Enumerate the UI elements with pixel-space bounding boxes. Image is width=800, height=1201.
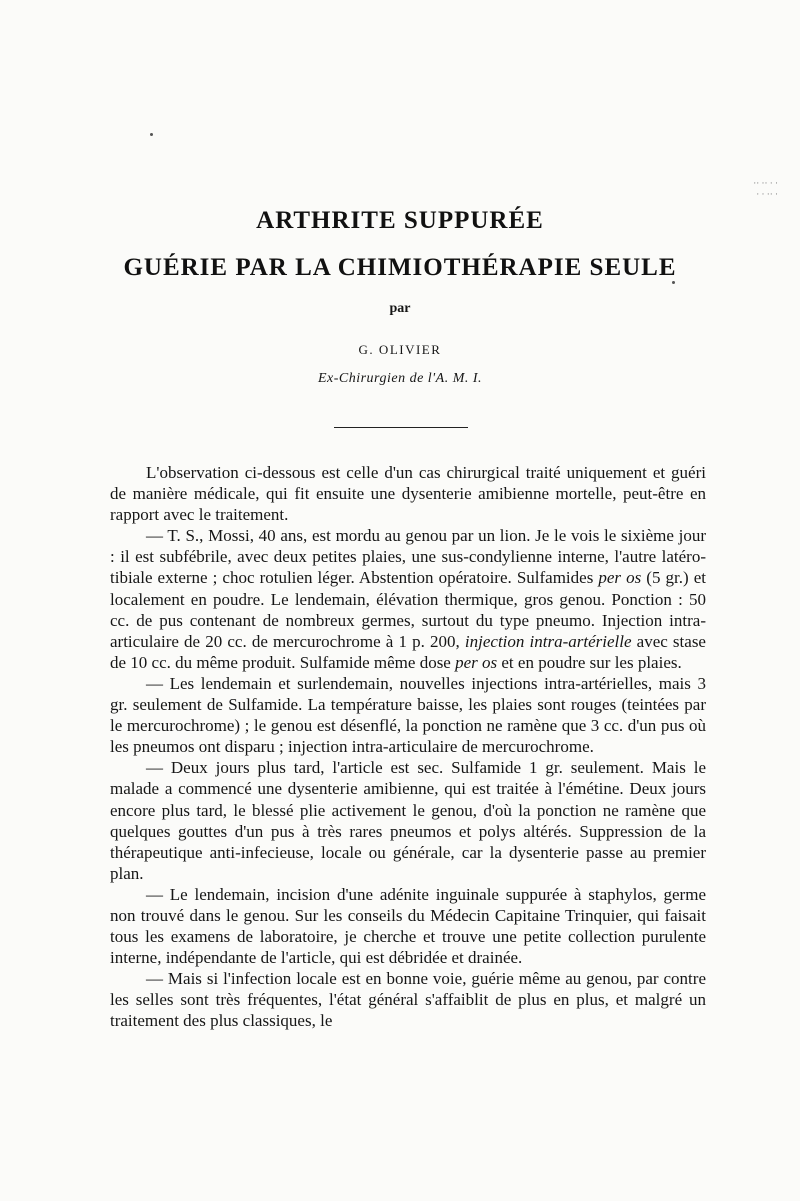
text-run: avec stase de 10 cc. du même produit. Sulfamide même dose [110,631,706,672]
author-name: G. OLIVIER [358,342,442,357]
italic-text: per os [455,652,498,672]
italic-text: per os [598,568,642,588]
paragraph-case [110,525,706,673]
paragraph-followup-2: — Deux jours plus tard, l'article est sec. Sulfamide 1 gr. seulement. Mais le malade a commencé une dysenterie amibienne, qui est traitée à l'émétine. Deux jours encore plus tard, le blessé plie activement le genou, d'où la ponction ne ramène que quelques gouttes d'un pus à très rares pneumos et polys altérés. Suppression de la thérapeutique anti-infecieuse, locale ou générale, car la dysenterie passe au premier plan. [110,758,706,883]
title-divider [334,427,468,428]
margin-scribble: ·· ·· · · · · ·· · [753,178,778,199]
paragraph-followup-4: — Mais si l'infection locale est en bonne voie, guérie même au genou, par contre les selles sont très fréquentes, l'état général s'affaiblit de plus en plus, et malgré un traitement des plus classiques, le [110,969,706,1031]
paragraph-intro: L'observation ci-dessous est celle d'un cas chirurgical traité uniquement et guéri de manière médicale, qui fit ensuite une dysenterie amibienne mortelle, peut-être en rapport avec le traitement. [110,463,706,525]
text-run: — T. S., Mossi, 40 ans, est mordu au genou par un lion. Je le vois le sixième jour : il est subfébrile, avec deux petites plaies, une sus-condylienne interne, l'autre latéro-tibiale externe ; choc rotulien léger. Abstention opératoire. Sulfamides [110,526,706,588]
speck-mark [150,133,153,136]
paragraph-followup-3: — Le lendemain, incision d'une adénite inguinale suppurée à staphylos, germe non trouvé dans le genou. Sur les conseils du Médecin Capitaine Trinquier, qui faisait tous les examens de laboratoire, je cherche et trouve une petite collection purulente interne, indépendante de l'article, qui est débridée et drainée. [110,884,706,968]
text-run: (5 gr.) et localement en poudre. Le lendemain, élévation thermique, gros genou. Ponction : 50 cc. de pus contenant de nombreux germes, surtout du type pneumo. Injection intra-articulaire de 20 cc. de mercurochrome à 1 p. 200, [110,568,706,651]
paragraph-followup-1: — Les lendemain et surlendemain, nouvelles injections intra-artérielles, mais 3 gr. seulement de Sulfamide. La température baisse, les plaies sont rouges (teintées par le mercurochrome) ; le genou est désenflé, la ponction ne ramène que 3 cc. d'un pus où les pneumos ont disparu ; injection intra-articulaire de mercurochrome. [110,673,706,757]
byline-par: par [389,301,411,316]
author-affiliation: Ex-Chirurgien de l'A. M. I. [317,371,483,386]
title-line-2: GUÉRIE PAR LA CHIMIOTHÉRAPIE SEULE [123,254,677,281]
text-run: et en poudre sur les plaies. [497,652,682,672]
article-body [110,462,706,1032]
italic-text: injection intra-artérielle [464,631,632,651]
title-line-1: ARTHRITE SUPPURÉE [256,207,544,234]
